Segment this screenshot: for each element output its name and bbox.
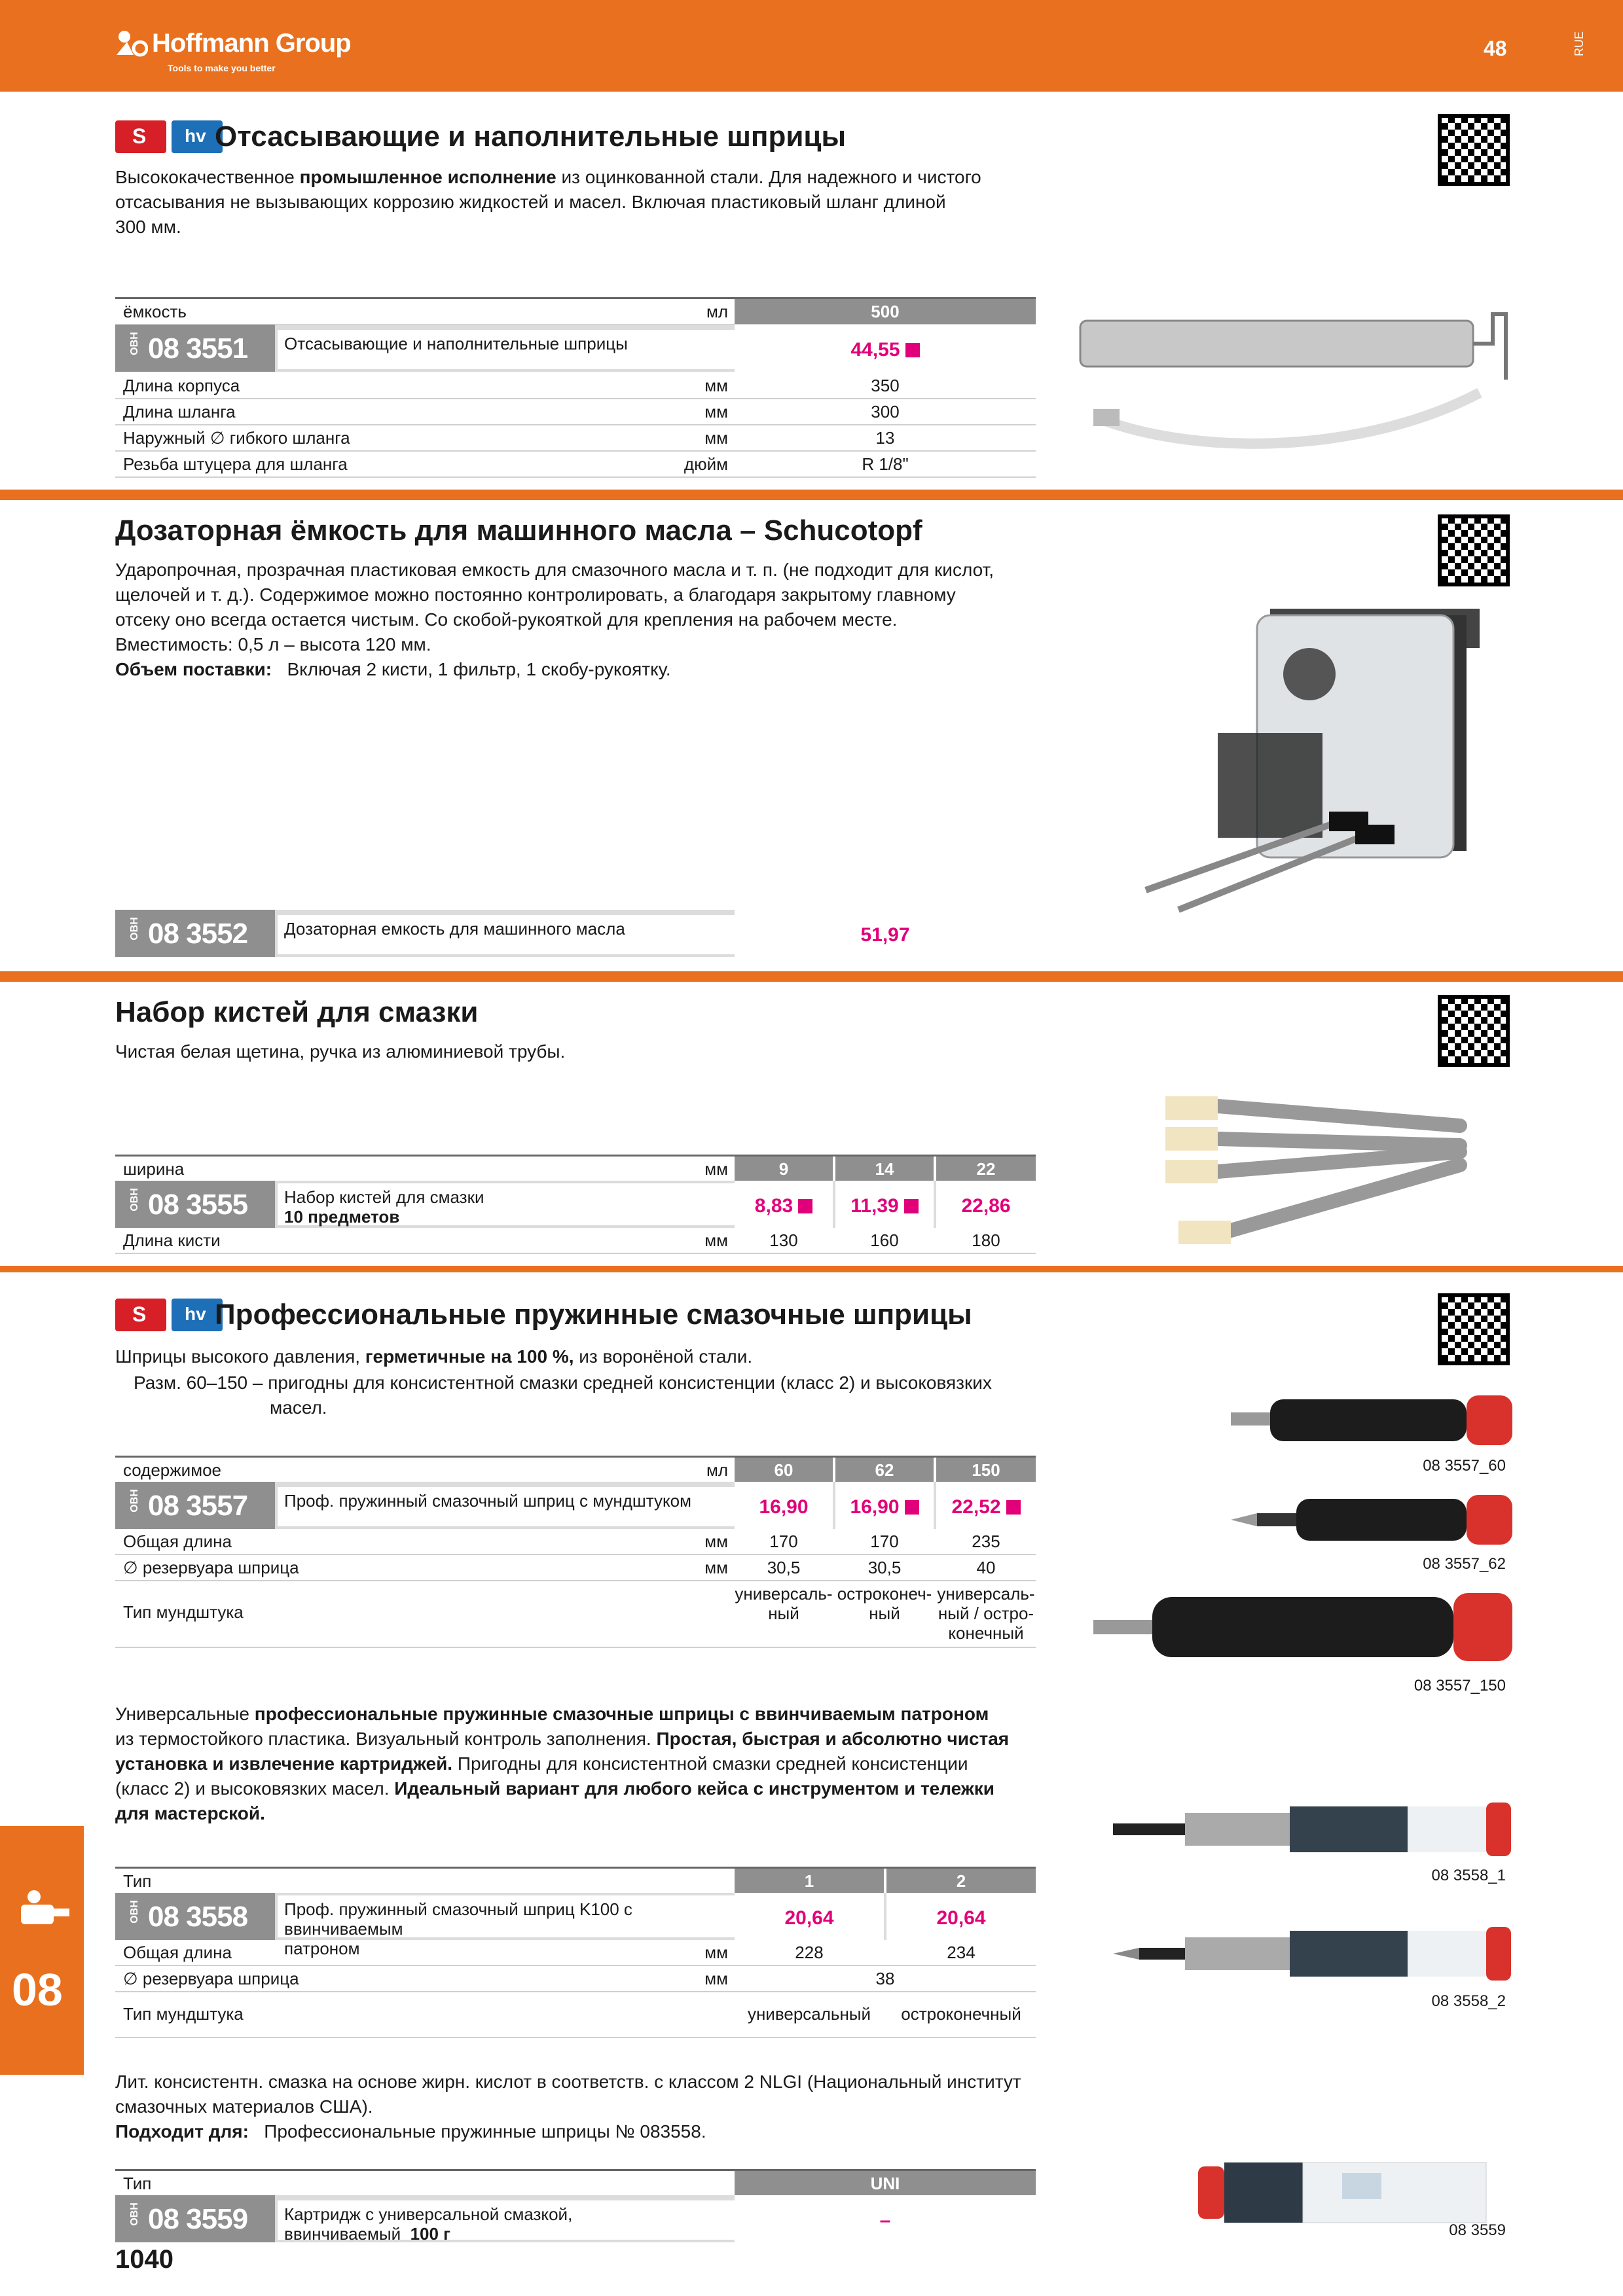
section-divider — [0, 971, 1623, 982]
article-name: Дозаторная емкость для машинного масла — [278, 915, 736, 954]
chapter-tab[interactable] — [0, 1826, 84, 2075]
spec-row: Общая длина мм 228 234 — [115, 1940, 1036, 1966]
spec-row: ∅ резервуара шприца мм 30,5 30,5 40 — [115, 1555, 1036, 1581]
article-number: ОВН 08 3557 — [115, 1482, 275, 1529]
section-description: Высококачественное промышленное исполнение из оцинкованной стали. Для надежного и чистого отсасывания не вызывающих коррозию жидкостей и масел. Включая пластиковый шланг длиной 300 мм. — [115, 167, 981, 237]
size-note: Разм. 60–150 – пригодны для консистентной смазки средней консистенции (класс 2) и высоковязких масел. — [134, 1372, 992, 1418]
qr-code[interactable] — [1438, 995, 1510, 1067]
header-cell: 500 — [735, 299, 1036, 324]
product-image-oil-container — [1139, 602, 1506, 942]
spec-row: Общая длина мм 170 170 235 — [115, 1529, 1036, 1555]
language-code: RUE — [1573, 31, 1586, 56]
price: 22,52 — [936, 1496, 1036, 1518]
article-name: Проф. пружинный смазочный шприц K100 с ввинчиваемым патроном — [278, 1895, 736, 1937]
image-caption: 08 3559 — [1449, 2221, 1506, 2239]
product-image-spring-syringe-150 — [1093, 1584, 1519, 1669]
article-row[interactable] — [115, 1482, 1036, 1529]
article-row[interactable] — [115, 2195, 1036, 2242]
article-row[interactable] — [115, 910, 1036, 957]
qr-code[interactable] — [1438, 514, 1510, 586]
footer-page-number: 1040 — [115, 2245, 173, 2274]
price: 16,90 — [835, 1496, 934, 1518]
chapter-tab-shape — [0, 1826, 84, 2075]
image-caption: 08 3558_1 — [1431, 1867, 1506, 1884]
section-title-spring-syringes: Профессиональные пружинные смазочные шприцы — [215, 1299, 972, 1331]
price: 51,97 — [860, 924, 910, 946]
grease-gun-icon — [14, 1885, 73, 1937]
product-image-spring-syringe-60 — [1231, 1388, 1519, 1453]
price: – — [879, 2210, 891, 2231]
spec-row: Тип мундштука универсальный остроконечный — [115, 1992, 1036, 2038]
article-number: ОВН 08 3559 — [115, 2195, 275, 2242]
section-description: Чистая белая щетина, ручка из алюминиевой трубы. — [115, 1041, 566, 1062]
spec-row: Наружный ∅ гибкого шланга мм 13 — [115, 425, 1036, 452]
image-caption: 08 3557_62 — [1423, 1555, 1506, 1573]
chapter-number: 08 — [12, 1964, 63, 2015]
article-number: ОВН 08 3552 — [115, 910, 275, 957]
article-name: Набор кистей для смазки 10 предметов — [278, 1183, 736, 1225]
spec-row: Длина корпуса мм 350 — [115, 373, 1036, 399]
article-number: ОВН 08 3558 — [115, 1893, 275, 1940]
spec-row: ∅ резервуара шприца мм 38 — [115, 1966, 1036, 1992]
product-image-cartridge-syringe-1 — [1113, 1793, 1512, 1865]
image-caption: 08 3557_60 — [1423, 1457, 1506, 1475]
header-page-number: 48 — [1484, 37, 1507, 60]
article-name: Проф. пружинный смазочный шприц с мундштуком — [278, 1487, 736, 1526]
section-description: Ударопрочная, прозрачная пластиковая емкость для смазочного масла и т. п. (не подходит для кислот, щелочей и т. д.). Содержимое можно постоянно контролировать, а благодаря закрытому главному отсеку оно всегда остается чистым. Со скобой-рукояткой для крепления на рабочем месте. Вместимость: 0,5 л – высота 120 мм. Объем поставки: Включая 2 кисти, 1 фильтр, 1 скобу-рукоятку. — [115, 560, 994, 679]
brand-logo-icon — [115, 29, 148, 58]
section-title-brush-set: Набор кистей для смазки — [115, 996, 479, 1028]
spec-row: Длина кисти мм 130 160 180 — [115, 1228, 1036, 1254]
table-header: содержимое мл 60 62 150 — [115, 1456, 1036, 1484]
section-description: Шприцы высокого давления, герметичные на 100 %, из воронёной стали. — [115, 1346, 753, 1367]
qr-code[interactable] — [1438, 114, 1510, 186]
brand-name: Hoffmann Group — [152, 29, 351, 58]
table-header: Тип 1 2 — [115, 1867, 1036, 1895]
brand-tagline: Tools to make you better — [168, 63, 276, 73]
table-header: ёмкость мл 500 — [115, 297, 1036, 325]
price: 16,90 — [759, 1496, 809, 1518]
product-image-cartridge-syringe-2 — [1113, 1918, 1512, 1990]
product-image-grease-cartridge — [1198, 2153, 1499, 2232]
image-caption: 08 3558_2 — [1431, 1992, 1506, 2010]
product-image-brushes — [1152, 1086, 1506, 1257]
spec-row: Тип мундштука универсаль- ный остроконеч- ный универсаль- ный / остро- конечный — [115, 1581, 1036, 1648]
spec-row: Длина шланга мм 300 — [115, 399, 1036, 425]
price: 22,86 — [961, 1195, 1011, 1217]
price: 20,64 — [936, 1907, 986, 1929]
product-image-spring-syringe-62 — [1231, 1487, 1519, 1552]
article-name: Отсасывающие и наполнительные шприцы — [278, 330, 736, 369]
product-image-suction-syringe — [1074, 288, 1519, 484]
spec-row: Резьба штуцера для шланга дюйм R 1/8" — [115, 452, 1036, 478]
section-title-oil-container: Дозаторная ёмкость для машинного масла – Schucotopf — [115, 514, 922, 547]
price: 11,39 — [835, 1195, 934, 1217]
article-row[interactable] — [115, 1181, 1036, 1228]
section-divider — [0, 1266, 1623, 1272]
image-caption: 08 3557_150 — [1413, 1677, 1506, 1695]
section-divider — [0, 490, 1623, 500]
article-name: Картридж с универсальной смазкой, ввинчиваемый 100 г — [278, 2200, 736, 2240]
article-number: ОВН 08 3555 — [115, 1181, 275, 1228]
price: 44,55 — [735, 339, 1036, 361]
section-description: Лит. консистентн. смазка на основе жирн. кислот в соответств. с классом 2 NLGI (Национальный институт смазочных материалов США). Подходит для: Профессиональные пружинные шприцы № 083558. — [115, 2072, 1021, 2142]
qr-code[interactable] — [1438, 1293, 1510, 1365]
table-header: ширина мм 9 14 22 — [115, 1155, 1036, 1183]
section-description: Универсальные профессиональные пружинные смазочные шприцы с ввинчиваемым патроном из термостойкого пластика. Визуальный контроль заполнения. Простая, быстрая и абсолютно чистая установка и извлечение картриджей. Пригодны для консистентной смазки средней консистенции (класс 2) и высоковязких масел. Идеальный вариант для любого кейса с инструментом и тележки для мастерской. — [115, 1704, 1010, 1823]
article-row[interactable] — [115, 325, 1036, 372]
price: 20,64 — [784, 1907, 834, 1929]
section-title-syringes: Отсасывающие и наполнительные шприцы — [215, 120, 847, 152]
article-number: ОВН 08 3551 — [115, 325, 275, 372]
table-header: Тип UNI — [115, 2169, 1036, 2197]
price: 8,83 — [735, 1195, 833, 1217]
